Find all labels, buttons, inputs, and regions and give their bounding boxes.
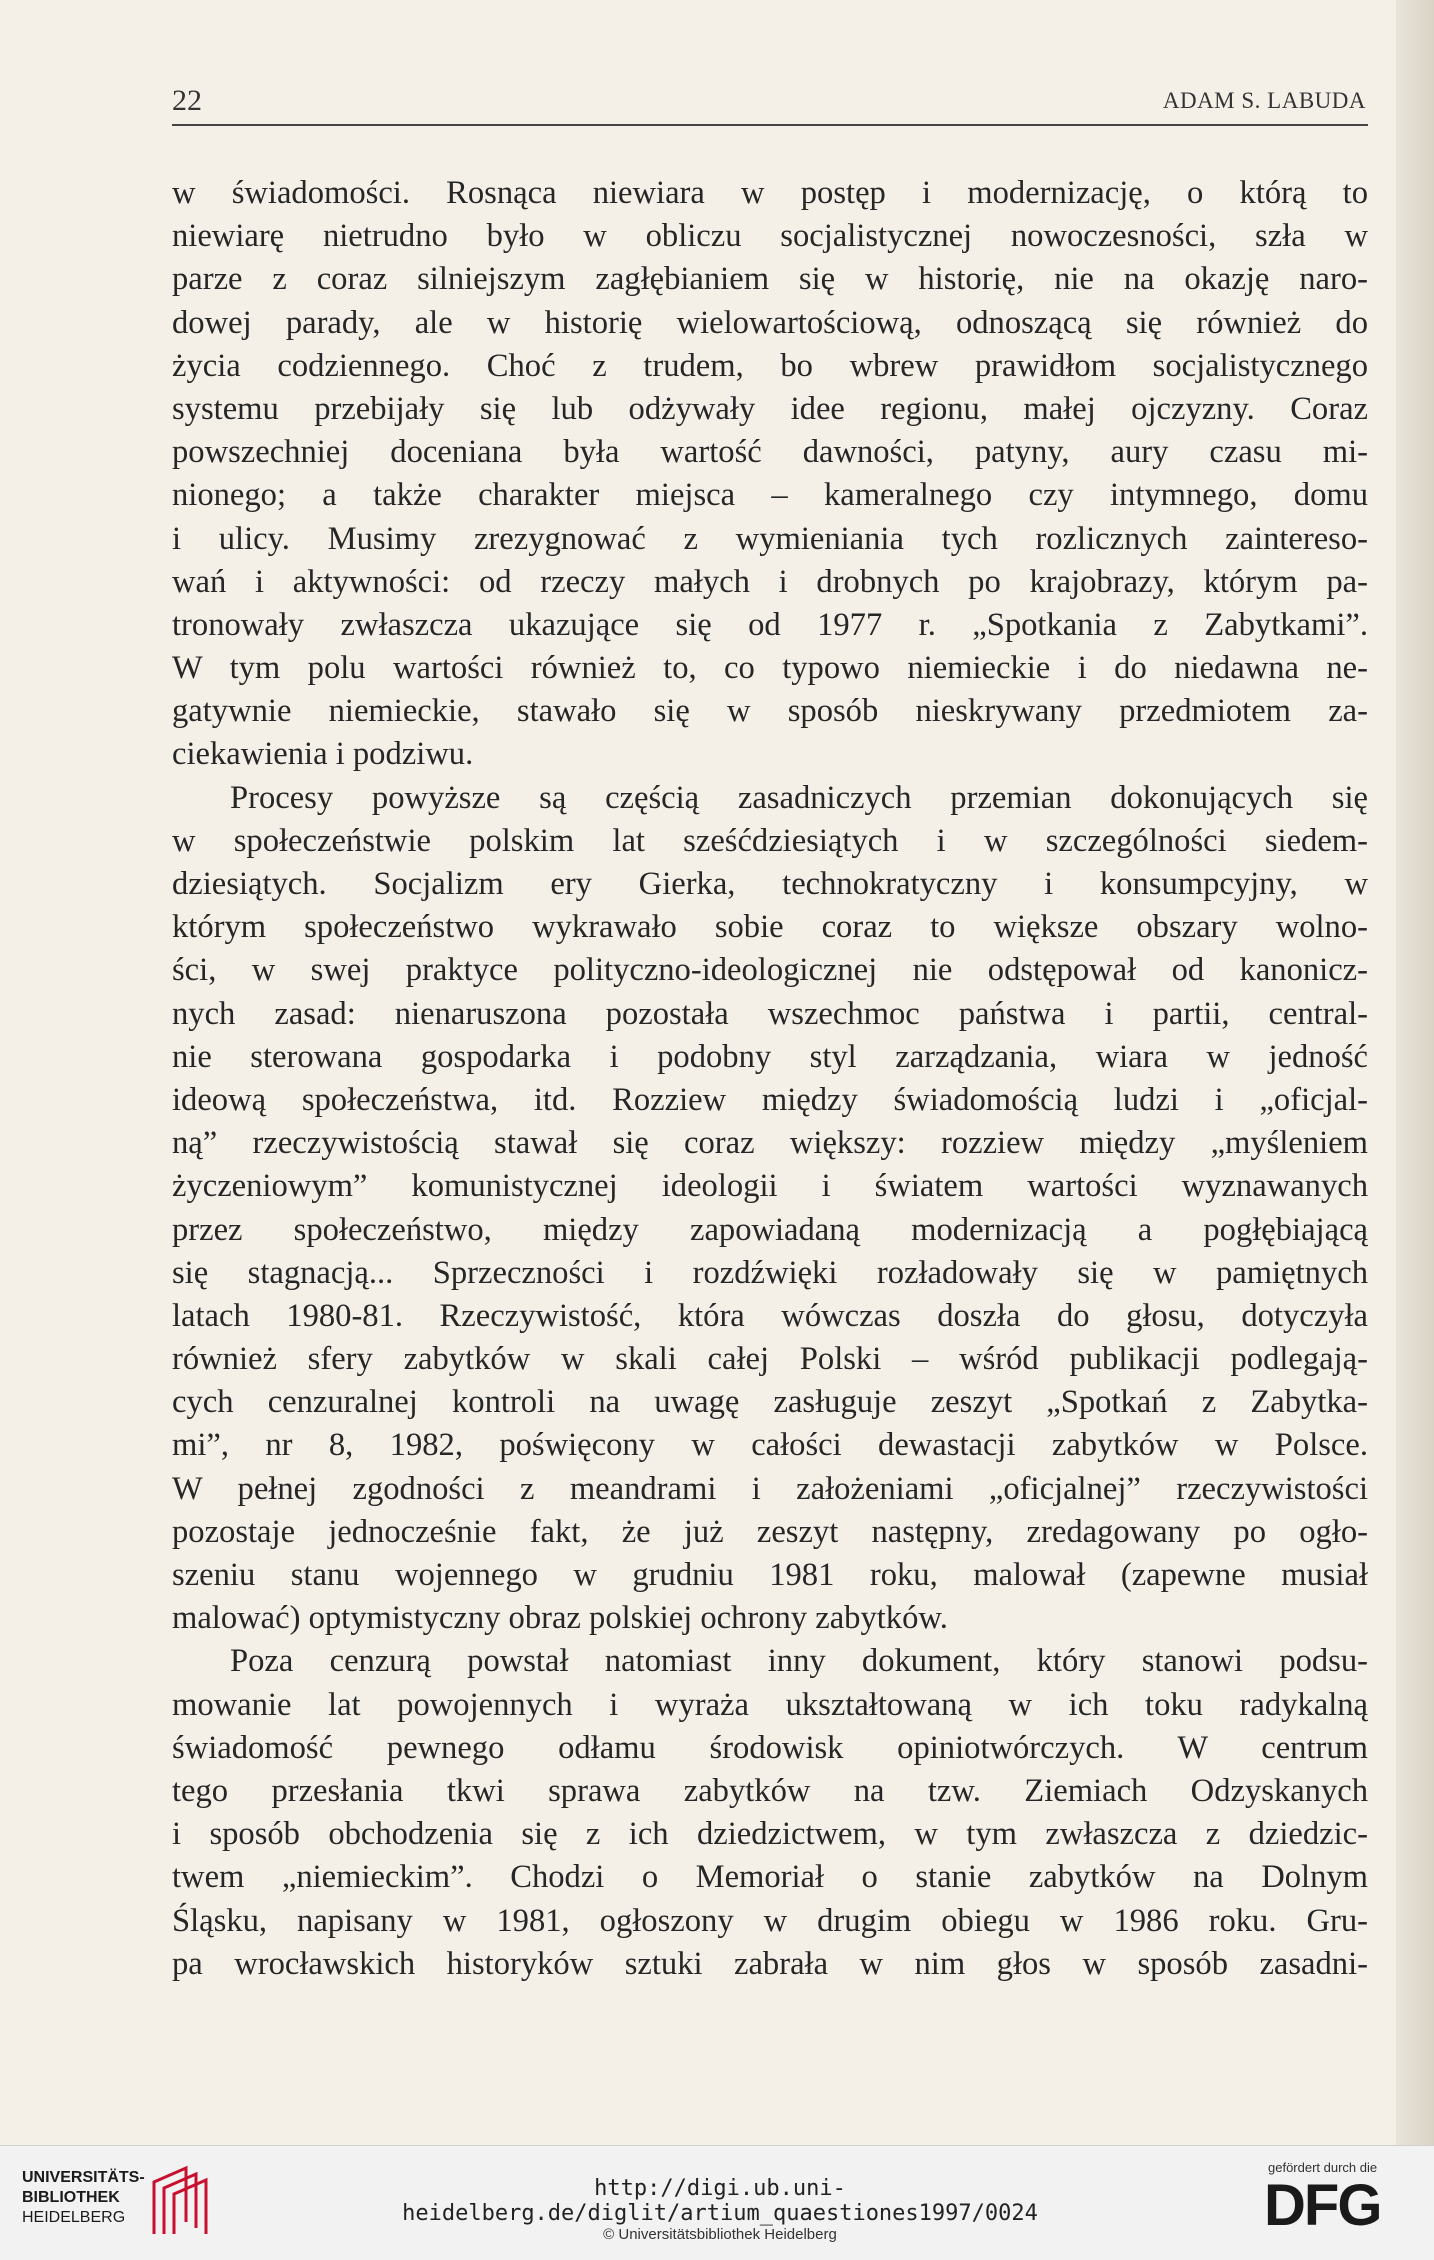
text-line: życzeniowym” komunistycznej ideologii i światem wartości wyznawanych (172, 1168, 1368, 1205)
text-line: latach 1980-81. Rzeczywistość, która wówczas doszła do głosu, dotyczyła (172, 1297, 1368, 1334)
text-line: W tym polu wartości również to, co typowo niemieckie i do niedawna ne- (172, 650, 1368, 687)
text-line: Śląsku, napisany w 1981, ogłoszony w drugim obiegu w 1986 roku. Gru- (172, 1902, 1368, 1939)
funder-badge[interactable] (1264, 2160, 1404, 2250)
text-line: przez społeczeństwo, między zapowiadaną modernizacją a pogłębiającą (172, 1211, 1368, 1248)
text-line: W pełnej zgodności z meandrami i założeniami „oficjalnej” rzeczywistości (172, 1470, 1368, 1507)
text-line: świadomość pewnego odłamu środowisk opiniotwórczych. W centrum (172, 1729, 1368, 1766)
text-line: ści, w swej praktyce polityczno-ideologicznej nie odstępował od kanonicz- (172, 952, 1368, 989)
text-line: się stagnacją... Sprzeczności i rozdźwięki rozładowały się w pamiętnych (172, 1254, 1368, 1291)
text-line: mowanie lat powojennych i wyraża ukształtowaną w ich toku radykalną (172, 1686, 1368, 1723)
text-line: pozostaje jednocześnie fakt, że już zeszyt następny, zredagowany po ogło- (172, 1513, 1368, 1550)
text-line: ciekawienia i podziwu. (172, 736, 474, 773)
text-line: wań i aktywności: od rzeczy małych i drobnych po krajobrazy, którym pa- (172, 563, 1368, 600)
copyright-notice: © Universitätsbibliothek Heidelberg (603, 2226, 837, 2243)
running-head-author: ADAM S. LABUDA (1162, 88, 1366, 113)
text-line: parze z coraz silniejszym zagłębianiem się w historię, nie na okazję naro- (172, 261, 1368, 298)
text-line: i sposób obchodzenia się z ich dziedzictwem, w tym zwłaszcza z dziedzic- (172, 1816, 1368, 1853)
text-line: ną” rzeczywistością stawał się coraz większy: rozziew między „myśleniem (172, 1125, 1368, 1162)
text-line: dziesiątych. Socjalizm ery Gierka, technokratyczny i konsumpcyjny, w (172, 866, 1368, 902)
text-line: gatywnie niemieckie, stawało się w sposób nieskrywany przedmiotem za- (172, 693, 1368, 730)
running-head (172, 80, 1368, 126)
text-line: i ulicy. Musimy zrezygnować z wymieniania tych rozlicznych zaintereso- (172, 520, 1368, 557)
page-number: 22 (172, 84, 202, 117)
dfg-logo: DFG (1264, 2173, 1381, 2238)
paragraph-first-line: Poza cenzurą powstał natomiast inny dokument, który stanowi podsu- (230, 1643, 1368, 1680)
text-line: niewiarę nietrudno było w obliczu socjalistycznej nowoczesności, szła w (172, 218, 1368, 255)
text-line: również sfery zabytków w skali całej Polski – wśród publikacji podlegają- (172, 1341, 1368, 1378)
permalink-url[interactable]: http://digi.ub.uni-heidelberg.de/diglit/artium_quaestiones1997/0024 (402, 2176, 1038, 2226)
paragraph-first-line: Procesy powyższe są częścią zasadniczych przemian dokonujących się (230, 779, 1368, 816)
page-spine-shadow (1396, 0, 1434, 2145)
text-line: w świadomości. Rosnąca niewiara w postęp i modernizację, o którą to (172, 175, 1368, 211)
text-line: mi”, nr 8, 1982, poświęcony w całości dewastacji zabytków w Polsce. (172, 1427, 1368, 1464)
text-line: nych zasad: nienaruszona pozostała wszechmoc państwa i partii, central- (172, 995, 1368, 1032)
text-line: malować) optymistyczny obraz polskiej ochrony zabytków. (172, 1600, 948, 1637)
text-line: powszechniej doceniana była wartość dawności, patyny, aury czasu mi- (172, 434, 1368, 471)
body-text (172, 172, 1368, 1986)
library-name: UNIVERSITÄTS- BIBLIOTHEK HEIDELBERG (22, 2169, 145, 2226)
viewer-footer (0, 2145, 1434, 2260)
text-line: tronowały zwłaszcza ukazujące się od 1977 r. „Spotkania z Zabytkami”. (172, 606, 1368, 643)
text-line: cych cenzuralnej kontroli na uwagę zasługuje zeszyt „Spotkań z Zabytka- (172, 1384, 1368, 1421)
text-line: systemu przebijały się lub odżywały idee regionu, małej ojczyzny. Coraz (172, 390, 1368, 427)
library-logo[interactable] (22, 2162, 222, 2242)
text-line: twem „niemieckim”. Chodzi o Memoriał o stanie zabytków na Dolnym (172, 1859, 1368, 1896)
text-line: nie sterowana gospodarka i podobny styl zarządzania, wiara w jedność (172, 1038, 1368, 1075)
text-line: ideową społeczeństwa, itd. Rozziew między świadomością ludzi i „oficjal- (172, 1081, 1368, 1118)
text-line: tego przesłania tkwi sprawa zabytków na tzw. Ziemiach Odzyskanych (172, 1772, 1368, 1809)
text-line: życia codziennego. Choć z trudem, bo wbrew prawidłom socjalistycznego (172, 347, 1368, 384)
text-line: pa wrocławskich historyków sztuki zabrała w nim głos w sposób zasadni- (172, 1945, 1368, 1982)
text-line: dowej parady, ale w historię wielowartościową, odnoszącą się również do (172, 304, 1368, 341)
text-line: w społeczeństwie polskim lat sześćdziesiątych i w szczególności siedem- (172, 822, 1368, 859)
funding-note: gefördert durch die (1268, 2160, 1378, 2175)
text-line: którym społeczeństwo wykrawało sobie coraz to większe obszary wolno- (172, 909, 1368, 946)
library-emblem-icon (146, 2162, 216, 2242)
text-line: szeniu stanu wojennego w grudniu 1981 roku, malował (zapewne musiał (172, 1557, 1368, 1593)
text-line: nionego; a także charakter miejsca – kameralnego czy intymnego, domu (172, 477, 1368, 514)
